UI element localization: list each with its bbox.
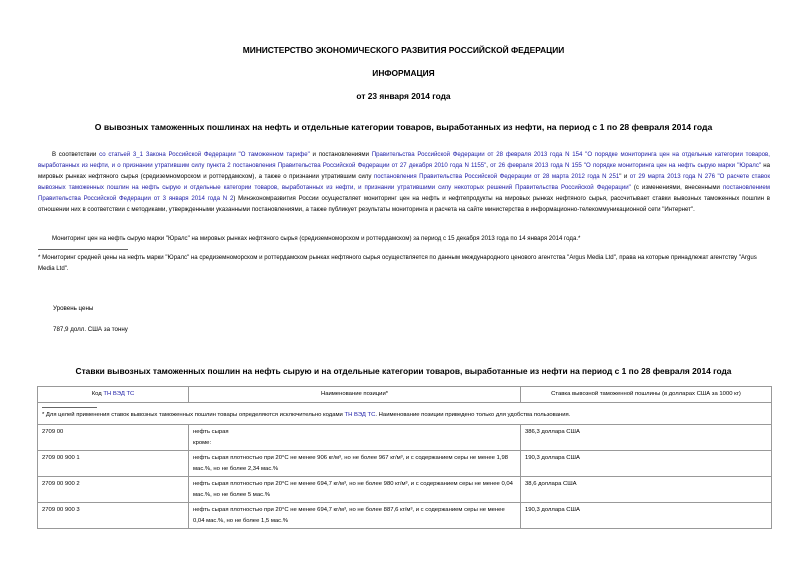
monitoring-paragraph: Мониторинг цен на нефть сырую марки "Юралс" на мировых рынках нефтяного сырья (средиземноморском и роттердамском) за период с 15 декабря 2013 года по 14 января 2014 года.*: [52, 235, 581, 242]
p1-text-e: " и: [619, 172, 630, 180]
row-name: нефть сырая плотностью при 20°С не менее 906 кг/м³, но не более 967 кг/м³, и с содержанием серы не менее 1,98 мас.%, но не более 2,34 мас.%: [189, 451, 521, 477]
table-note-divider: [42, 407, 97, 408]
header-code-prefix: Код: [91, 391, 104, 397]
p1-text-f: (с изменениями, внесенными: [630, 183, 723, 191]
table-title: Ставки вывозных таможенных пошлин на нефть сырую и на отдельные категории товаров, выработанные из нефти на период с 1 по 28 февраля 2014 года: [75, 366, 732, 376]
footnote-divider: [38, 249, 128, 250]
table-note-row: [38, 402, 772, 425]
law-link[interactable]: со статьей 3_1 Закона Российской Федерации "О таможенном тарифе": [99, 151, 310, 158]
duty-rates-table: [37, 386, 772, 529]
doc-date: от 23 января 2014 года: [356, 91, 451, 101]
decree-251-link[interactable]: постановления Правительства Российской Федерации от 28 марта 2012 года N 251: [373, 172, 620, 180]
row-rate: 386,3 доллара США: [521, 425, 772, 451]
tnved-link[interactable]: ТН ВЭД ТС: [103, 391, 135, 397]
price-value: 787,9 долл. США за тонну: [53, 326, 128, 333]
table-note-cell: [38, 402, 772, 425]
row-name: нефть сырая плотностью при 20°С не менее 694,7 кг/м³, но не более 980 кг/м³, и с содержанием серы не менее 0,04 мас.%, но не более 5 мас.%: [189, 477, 521, 503]
header-code: [38, 387, 189, 403]
document-title: О вывозных таможенных пошлинах на нефть и отдельные категории товаров, выработанных из нефти, на период с 1 по 28 февраля 2014 года: [94, 122, 713, 132]
table-row: [38, 477, 772, 503]
footnote-text: * Мониторинг средней цены на нефть марки "Юралс" на средиземноморском и роттердамском рынках нефтяного сырья осуществляется по данным международного ценового агентства "Argus Media Ltd", права на которые принадлежат агентству "Argus Media Ltd".: [38, 254, 757, 272]
doc-type-heading: ИНФОРМАЦИЯ: [372, 68, 435, 78]
table-note-a: * Для целей применения ставок вывозных таможенных пошлин товары определяются исключительно кодами: [42, 411, 345, 418]
header-name: Наименование позиции*: [189, 387, 521, 403]
ministry-heading: МИНИСТЕРСТВО ЭКОНОМИЧЕСКОГО РАЗВИТИЯ РОССИЙСКОЙ ФЕДЕРАЦИИ: [242, 45, 565, 55]
table-row: [38, 503, 772, 529]
row-name: [189, 425, 521, 451]
p1-text-c: ,: [486, 161, 491, 169]
row-code: 2709 00: [38, 425, 189, 451]
decree-155-link[interactable]: от 26 февраля 2013 года N 155 "О порядке мониторинга цен на нефть сырую марки "Юралс": [490, 161, 762, 169]
p1-text-b: и постановлениями: [309, 151, 372, 158]
decree-276-link[interactable]: от 29 марта 2013 года N 276 "О расчете ставок вывозных таможенных пошлин на нефть сырую и отдельные категории товаров, выработанных из нефти, и признании утратившими силу некоторых решений Правительства Российской Федерации": [38, 172, 770, 191]
row-code: 2709 00 900 2: [38, 477, 189, 503]
table-note-b: . Наименование позиции приведено только для удобства пользования.: [375, 411, 571, 418]
table-header-row: [38, 387, 772, 403]
p1-text-g: ) Минэкономразвития России осуществляет мониторинг цен на нефть и нефтепродукты на мировых рынках нефтяного сырья, рассчитывает ставки вывозных таможенных пошлин в отношении них в соответствии с методиками, утвержденными указанными постановлениями, а также публикует результаты мониторинга и расчета на сайте министерства в информационно-телекоммуникационной сети "Интернет".: [38, 194, 770, 213]
table-note-link[interactable]: ТН ВЭД ТС: [344, 411, 376, 418]
table-row: [38, 425, 772, 451]
row-rate: 190,3 доллара США: [521, 503, 772, 529]
row-name-line2: кроме:: [193, 439, 212, 446]
header-rate: Ставка вывозной таможенной пошлины (в долларах США за 1000 кг): [521, 387, 772, 403]
table-row: [38, 451, 772, 477]
row-rate: 38,6 доллара США: [521, 477, 772, 503]
decree-154-link[interactable]: Правительства Российской Федерации от 28 февраля 2013 года N 154 "О порядке мониторинга цен на отдельные категории товаров, выработанных из нефти, и о признании утратившим силу пункта 2 постановления Правительства Российской Федерации от 27 декабря 2010 года N 1155": [38, 151, 770, 169]
row-code: 2709 00 900 1: [38, 451, 189, 477]
p1-text-a: В соответствии: [52, 151, 100, 158]
row-rate: 190,3 доллара США: [521, 451, 772, 477]
row-code: 2709 00 900 3: [38, 503, 189, 529]
p1-text-d: на мировых рынках нефтяного сырья (средиземноморском и роттердамском), а также о признании утратившим силу: [38, 161, 770, 180]
row-name-line1: нефть сырая: [193, 429, 229, 435]
intro-paragraph: [38, 150, 770, 215]
row-name: нефть сырая плотностью при 20°С не менее 694,7 кг/м³, но не более 887,6 кг/м³, и с содержанием серы не менее 0,04 мас.%, но не более 1,5 мас.%: [189, 503, 521, 529]
price-level-label: Уровень цены: [53, 305, 94, 312]
decree-2-link[interactable]: постановлением Правительства Российской Федерации от 3 января 2014 года N 2: [38, 183, 770, 202]
